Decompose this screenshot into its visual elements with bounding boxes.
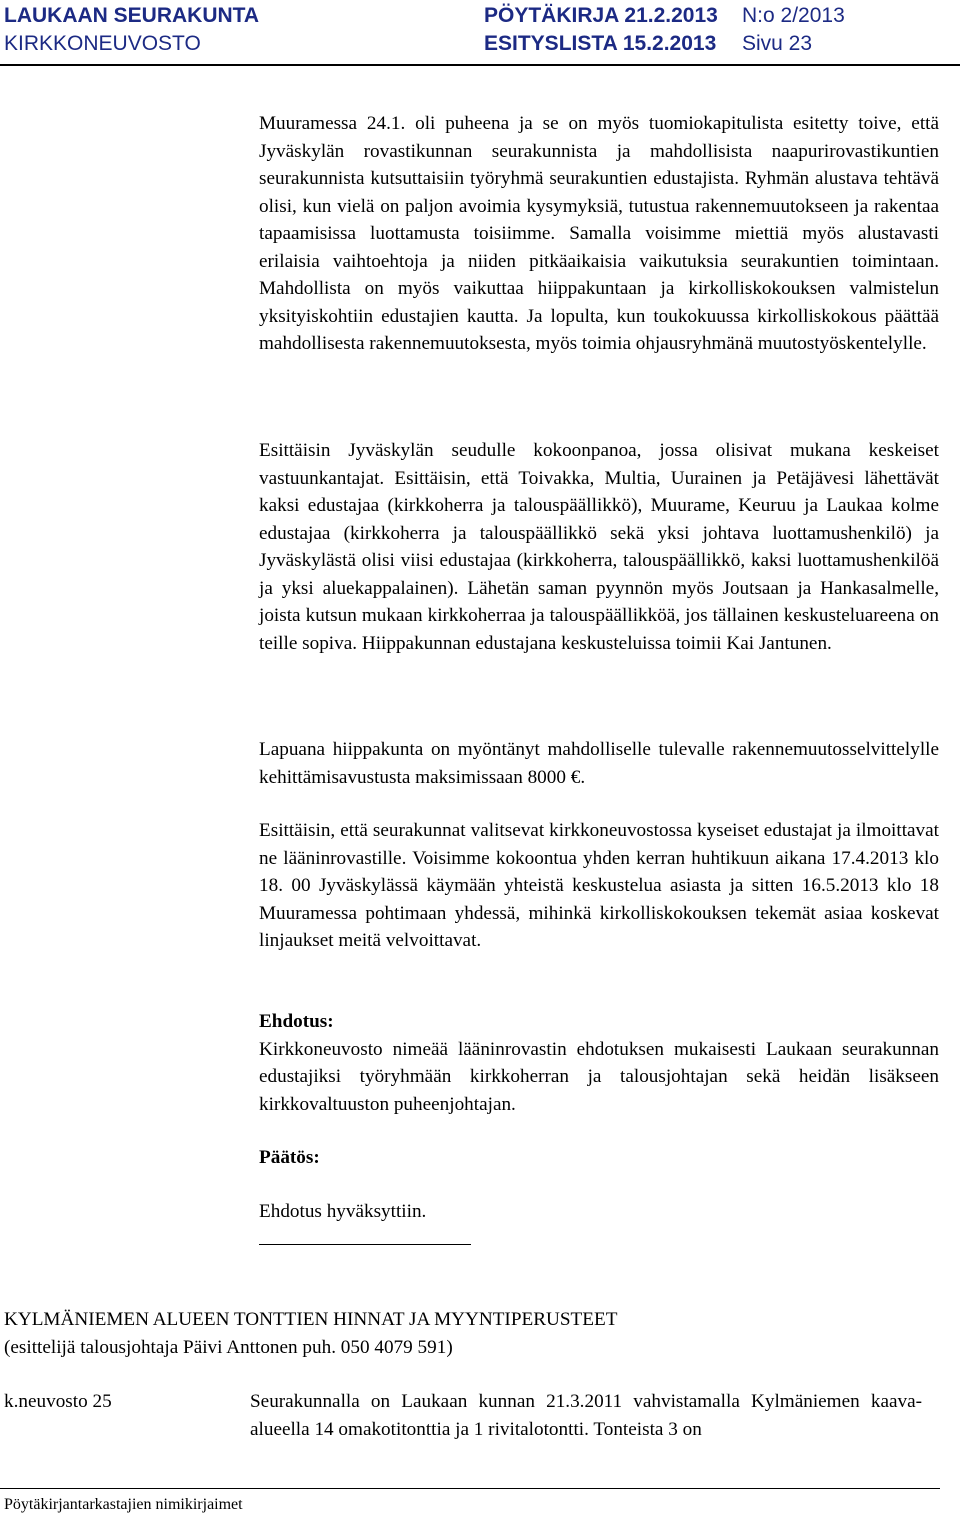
decision-block [259, 1144, 939, 1172]
header-divider [0, 64, 960, 66]
agenda-title: ESITYSLISTA 15.2.2013 [484, 32, 717, 55]
minutes-number: N:o 2/2013 [742, 4, 845, 27]
item-text: Seurakunnalla on Laukaan kunnan 21.3.2011 vahvistamalla Kylmäniemen kaava-alueella 14 omakotitonttia ja 1 rivitalotontti. Tonteista 3 on [250, 1391, 922, 1440]
page-number: Sivu 23 [742, 32, 813, 55]
body-name: KIRKKONEUVOSTO [4, 32, 201, 55]
organization-name: LAUKAAN SEURAKUNTA [4, 4, 260, 27]
section-end-line [259, 1244, 471, 1245]
minutes-title: PÖYTÄKIRJA 21.2.2013 [484, 4, 718, 27]
item-reference: k.neuvosto 25 [4, 1391, 112, 1412]
paragraph-meetings: Esittäisin, että seurakunnat valitsevat kirkkoneuvostossa kyseiset edustajat ja ilmoittavat ne lääninrovastille. Voisimme kokoontua yhden kerran huhtikuun aikana 17.4.2013 klo 18. 00 Jyväskylässä käymään yhteistä keskustelua asiasta ja sitten 16.5.2013 klo 18 Muuramessa pohtimaan yhdessä, mihinkä kirkolliskokouksen tekemät asiaa koskevat linjaukset meitä velvoittavat. [259, 820, 939, 951]
next-section-header [4, 1306, 944, 1361]
paragraph-composition: Esittäisin Jyväskylän seudulle kokoonpanoa, jossa olisivat mukana keskeiset vastuunkantajat. Esittäisin, että Toivakka, Multia, Uurainen ja Petäjävesi lähettävät kaksi edustajaa (kirkkoherra ja talouspäällikkö), Muurame, Keuruu ja Laukaa kolme edustajaa (kirkkoherra ja talouspäällikkö sekä yksi johtava luottamushenkilö) ja Jyväskylästä olisi viisi edustajaa (kirkkoherra, talouspäällikkö, kaksi luottamushenkilöä ja yksi aluekappalainen). Lähetän saman pyynnön myös Joutsaan ja Hankasalmelle, joista kutsun mukaan kirkkoherraa ja talouspäällikköä, jos tällainen keskusteluareena on teille sopiva. Hiippakunnan edustajana keskusteluissa toimii Kai Jantunen. [259, 440, 939, 654]
paragraph-funding: Lapuana hiippakunta on myöntänyt mahdolliselle tulevalle rakennemuutosselvittelylle kehittämisavustusta maksimissaan 8000 €. [259, 739, 939, 788]
section-title: KYLMÄNIEMEN ALUEEN TONTTIEN HINNAT JA MYYNTIPERUSTEET [4, 1309, 618, 1330]
section-presenter: (esittelijä talousjohtaja Päivi Anttonen puh. 050 4079 591) [4, 1336, 453, 1358]
decision-result: Ehdotus hyväksyttiin. [259, 1201, 427, 1222]
proposal-heading: Ehdotus: [259, 1011, 334, 1032]
footer-initials-label: Pöytäkirjantarkastajien nimikirjaimet [4, 1496, 243, 1513]
footer-divider [0, 1488, 940, 1489]
proposal-text: Kirkkoneuvosto nimeää lääninrovastin ehdotuksen mukaisesti Laukaan seurakunnan edustajiksi työryhmään kirkkoherran ja talousjohtajan sekä heidän lisäkseen kirkkovaltuuston puheenjohtajan. [259, 1038, 939, 1115]
decision-heading: Päätös: [259, 1147, 320, 1168]
paragraph-working-group: Muuramessa 24.1. oli puheena ja se on myös tuomiokapitulista esitetty toive, että Jyväskylän rovastikunnan seurakunnista ja mahdollisista naapurirovastikuntien seurakunnista kutsuttaisiin työryhmä seurakuntien edustajista. Ryhmän alustava tehtävä olisi, kun vielä on paljon avoimia kysymyksiä, tutustua rakennemuutokseen ja rakentaa tapaamisissa luottamusta toisiimme. Samalla voisimme miettiä myös alustavasti erilaisia vaihtoehtoja ja niiden pitkäaikaisia vaikutuksia seurakuntien toimintaan. Mahdollista on myös vaikuttaa hiippakuntaan ja kirkolliskokouksen valmistelun yksityiskohtiin edustajien kautta. Ja lopulta, kun toukokuussa kirkolliskokous päättää mahdollisesta rakennemuutoksesta, myös toimia ohjausryhmänä muutostyöskentelylle. [259, 113, 939, 354]
proposal-block [259, 1008, 939, 1118]
page-header [4, 4, 954, 60]
